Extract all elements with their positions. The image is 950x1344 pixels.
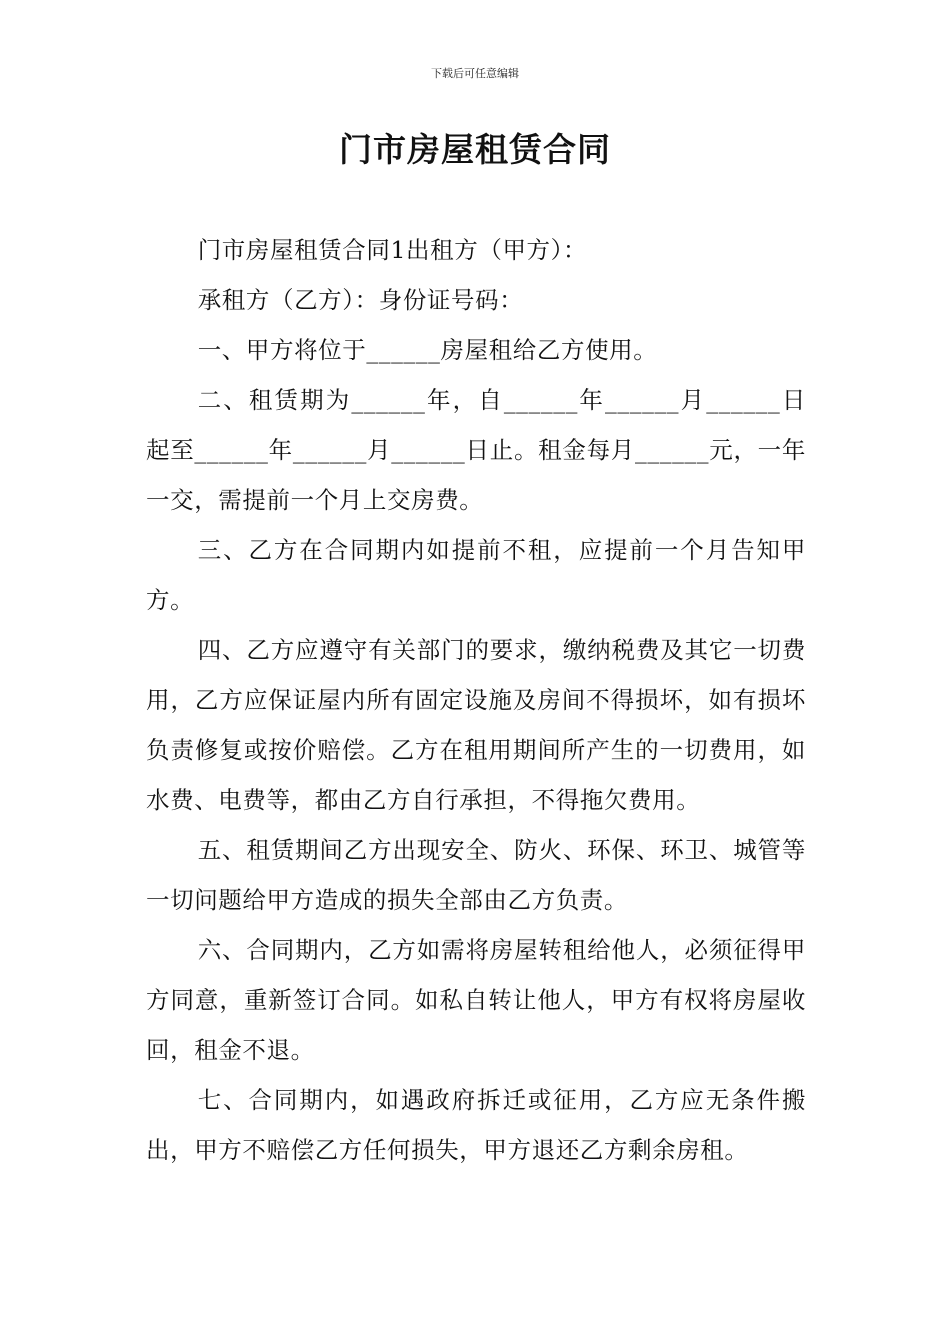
paragraph-intro: 门市房屋租赁合同1出租方（甲方）： <box>197 236 588 264</box>
header-note: 下载后可任意编辑 <box>431 67 519 80</box>
clause-7: 七、合同期内，如遇政府拆迁或征用，乙方应无条件搬出，甲方不赔偿乙方任何损失，甲方退还乙方剩余房租。 <box>146 1086 806 1164</box>
paragraph-lessee: 承租方（乙方）：身份证号码： <box>197 286 524 314</box>
clause-6: 六、合同期内，乙方如需将房屋转租给他人，必须征得甲方同意，重新签订合同。如私自转让他人，甲方有权将房屋收回，租金不退。 <box>146 936 806 1064</box>
contract-body <box>146 225 806 1175</box>
clause-1: 一、甲方将位于______房屋租给乙方使用。 <box>197 336 658 364</box>
clause-3: 三、乙方在合同期内如提前不租，应提前一个月告知甲方。 <box>146 536 806 614</box>
clause-4: 四、乙方应遵守有关部门的要求，缴纳税费及其它一切费用，乙方应保证屋内所有固定设施及房间不得损坏，如有损坏负责修复或按价赔偿。乙方在租用期间所产生的一切费用，如水费、电费等，都由乙方自行承担，不得拖欠费用。 <box>146 636 806 814</box>
clause-2: 二、租赁期为______年，自______年______月______日起至______年______月______日止。租金每月______元，一年一交，需提前一个月上交房费。 <box>146 386 806 514</box>
document-title: 门市房屋租赁合同 <box>339 130 611 169</box>
clause-5: 五、租赁期间乙方出现安全、防火、环保、环卫、城管等一切问题给甲方造成的损失全部由乙方负责。 <box>146 836 806 914</box>
